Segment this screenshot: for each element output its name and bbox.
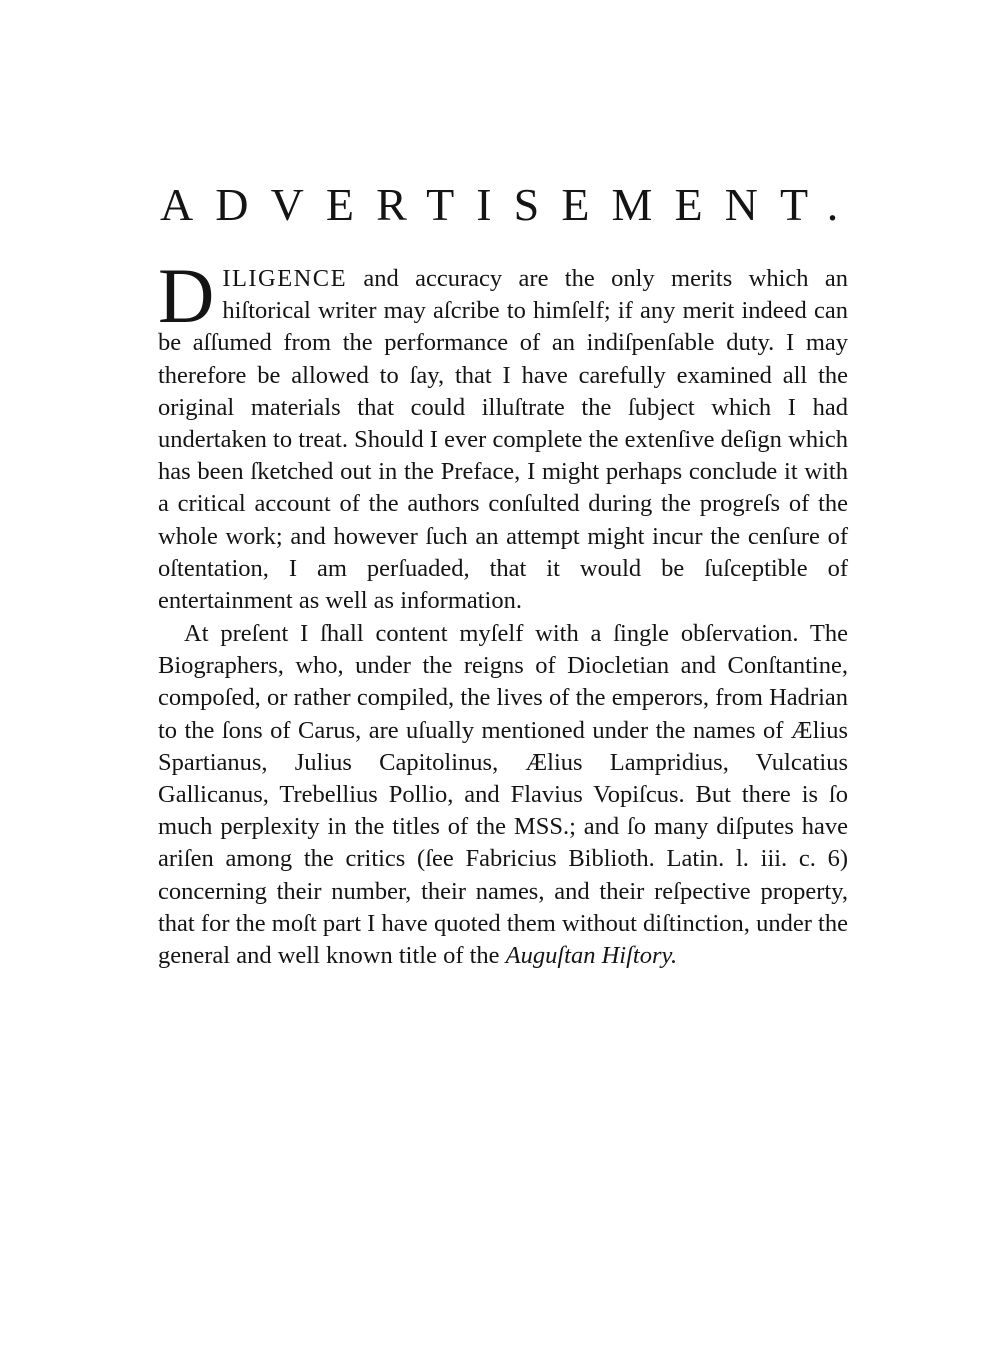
paragraph-2-text: At preſent I ſhall content myſelf with a ſingle obſervation. The Biographers, who, under the reigns of Diocletian and Conſtantine, compoſed, or rather compiled, the lives of the emperors, from Hadrian to the ſons of Carus, are uſually mentioned under the names of Ælius Spartianus, Julius Capitolinus, Ælius Lampridius, Vulcatius Gallicanus, Trebellius Pollio, and Flavius Vopiſcus. But there is ſo much perplexity in the titles of the MSS.; and ſo many diſputes have ariſen among the critics (ſee Fabricius Biblioth. Latin. l. iii. c. 6) concerning their number, their names, and their reſpective property, that for the moſt part I have quoted them without diſtinction, under the general and well known title of the — [158, 620, 848, 970]
drop-cap: D — [158, 252, 215, 339]
paragraph-1-text: and accuracy are the only merits which an hiſtorical writer may aſcribe to himſelf; if any merit indeed can be aſſumed from the performance of an indiſpenſable duty. I may therefore be allowed to ſay, that I have carefully examined all the original materials that could illuſtrate the ſubject which I had undertaken to treat. Should I ever complete the extenſive deſign which has been ſketched out in the Preface, I might perhaps conclude it with a critical account of the authors conſulted during the progreſs of the whole work; and however ſuch an attempt might incur the cenſure of oſtentation, I am perſuaded, that it would be ſuſceptible of entertainment as well as information. — [158, 265, 848, 615]
augustan-history-title: Auguſtan Hiſtory. — [505, 942, 678, 970]
lead-in-word: ILIGENCE — [222, 265, 348, 292]
page-title: ADVERTISEMENT. — [160, 179, 861, 230]
paragraph-2 — [158, 618, 848, 972]
paragraph-1 — [158, 252, 848, 617]
